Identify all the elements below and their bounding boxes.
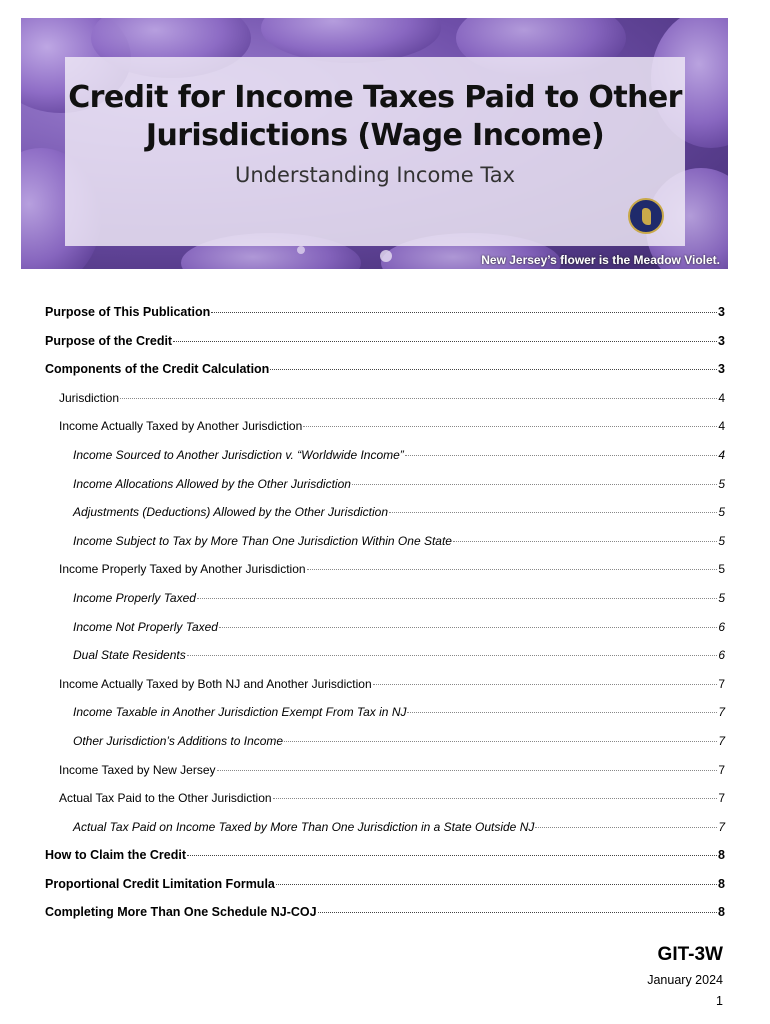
toc-entry-label: How to Claim the Credit [45,848,186,863]
toc-entry[interactable] [45,848,725,877]
toc-entry[interactable] [45,677,725,706]
toc-entry-page: 7 [718,705,725,720]
toc-entry-label: Income Actually Taxed by Both NJ and Another Jurisdiction [59,676,372,691]
document-subtitle: Understanding Income Tax [235,163,515,187]
toc-leader-dots [270,369,717,370]
toc-entry-label: Completing More Than One Schedule NJ-COJ [45,905,317,920]
toc-entry[interactable] [45,562,725,591]
toc-entry[interactable] [45,620,725,649]
title-panel [65,57,685,246]
toc-entry-label: Components of the Credit Calculation [45,362,270,377]
toc-leader-dots [219,627,717,628]
cover-banner [21,18,728,269]
toc-entry-page: 5 [718,476,725,491]
toc-entry-label: Other Jurisdiction’s Additions to Income [73,733,284,748]
toc-entry-label: Income Allocations Allowed by the Other Jurisdiction [73,476,351,491]
division-of-taxation-seal-icon [628,198,664,234]
toc-entry-label: Purpose of the Credit [45,333,173,348]
toc-entry-label: Adjustments (Deductions) Allowed by the Other Jurisdiction [73,505,389,520]
toc-entry-label: Income Properly Taxed by Another Jurisdiction [59,562,306,577]
toc-leader-dots [211,312,717,313]
toc-entry-page: 4 [718,390,725,405]
toc-entry-label: Jurisdiction [59,390,120,405]
toc-entry-page: 3 [718,333,725,348]
toc-entry-label: Proportional Credit Limitation Formula [45,876,275,891]
toc-leader-dots [453,541,717,542]
toc-entry-page: 5 [718,505,725,520]
toc-entry-label: Income Taxed by New Jersey [59,762,216,777]
toc-leader-dots [173,341,717,342]
toc-entry[interactable] [45,448,725,477]
toc-entry[interactable] [45,419,725,448]
toc-leader-dots [303,426,717,427]
toc-entry-label: Dual State Residents [73,648,186,663]
toc-entry-label: Actual Tax Paid to the Other Jurisdiction [59,791,272,806]
toc-entry[interactable] [45,334,725,363]
banner-caption: New Jersey’s flower is the Meadow Violet. [481,253,720,267]
toc-leader-dots [284,741,717,742]
toc-entry[interactable] [45,505,725,534]
toc-entry[interactable] [45,591,725,620]
toc-leader-dots [187,855,717,856]
toc-leader-dots [407,712,717,713]
toc-entry-label: Actual Tax Paid on Income Taxed by More Than One Jurisdiction in a State Outside NJ [73,819,535,834]
toc-entry-page: 7 [718,791,725,806]
toc-entry[interactable] [45,362,725,391]
toc-entry-page: 8 [718,905,725,920]
table-of-contents [45,305,725,934]
toc-entry-page: 3 [718,362,725,377]
toc-entry[interactable] [45,305,725,334]
toc-entry[interactable] [45,763,725,792]
toc-entry-page: 7 [718,733,725,748]
toc-entry-page: 7 [718,819,725,834]
toc-entry-page: 7 [718,676,725,691]
toc-entry[interactable] [45,391,725,420]
toc-leader-dots [273,798,718,799]
toc-entry-label: Income Sourced to Another Jurisdiction v. “Worldwide Income” [73,447,404,462]
toc-leader-dots [352,484,717,485]
toc-leader-dots [187,655,718,656]
toc-entry[interactable] [45,648,725,677]
toc-leader-dots [120,398,717,399]
toc-entry-page: 3 [718,305,725,319]
toc-leader-dots [197,598,717,599]
toc-leader-dots [276,884,717,885]
toc-entry[interactable] [45,820,725,849]
toc-entry[interactable] [45,734,725,763]
toc-leader-dots [318,912,717,913]
toc-entry-page: 8 [718,848,725,863]
toc-leader-dots [389,512,717,513]
toc-entry-page: 4 [718,419,725,434]
toc-entry[interactable] [45,705,725,734]
toc-entry-label: Income Actually Taxed by Another Jurisdiction [59,419,303,434]
toc-entry-page: 4 [718,447,725,462]
toc-entry[interactable] [45,477,725,506]
toc-entry-label: Income Taxable in Another Jurisdiction Exempt From Tax in NJ [73,705,407,720]
toc-entry[interactable] [45,905,725,934]
toc-entry-page: 6 [718,648,725,663]
publication-date: January 2024 [647,973,723,987]
title-line-1: Credit for Income Taxes Paid to Other [68,80,682,115]
toc-entry[interactable] [45,534,725,563]
toc-entry-page: 7 [718,762,725,777]
toc-entry[interactable] [45,791,725,820]
toc-leader-dots [373,684,718,685]
toc-entry-label: Income Properly Taxed [73,590,196,605]
toc-leader-dots [307,569,718,570]
document-title [65,79,685,155]
toc-entry-label: Income Not Properly Taxed [73,619,218,634]
toc-leader-dots [405,455,718,456]
document-id: GIT-3W [657,944,723,965]
toc-leader-dots [217,770,718,771]
toc-entry-page: 5 [718,562,725,577]
toc-entry[interactable] [45,877,725,906]
toc-entry-page: 5 [718,590,725,605]
toc-leader-dots [535,827,717,828]
page-number: 1 [716,994,723,1008]
toc-entry-page: 6 [718,619,725,634]
toc-entry-page: 5 [718,533,725,548]
title-line-2: Jurisdictions (Wage Income) [145,118,605,153]
toc-entry-label: Purpose of This Publication [45,305,211,319]
toc-entry-page: 8 [718,876,725,891]
toc-entry-label: Income Subject to Tax by More Than One Jurisdiction Within One State [73,533,452,548]
